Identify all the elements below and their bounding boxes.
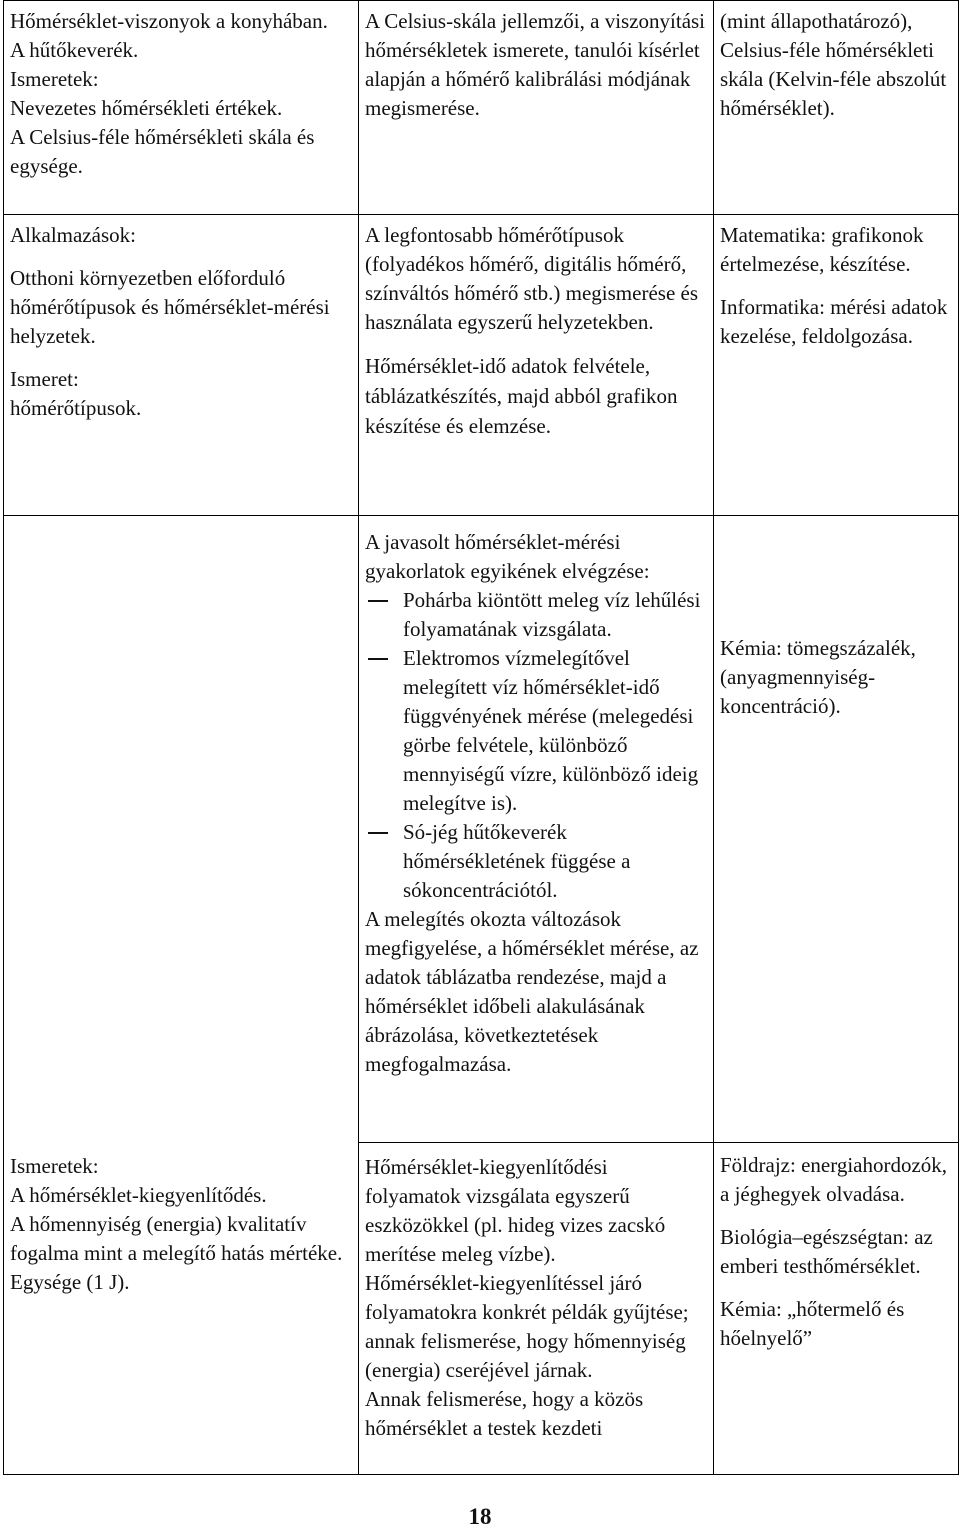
list-item: Elektromos vízmelegítővel melegített víz hőmérséklet-idő függvényének mérése (melegedési görbe felvétele, különböző mennyiségű vízre, különböző ideig melegítve is). — [365, 644, 707, 818]
activity-text: A legfontosabb hőmérőtípusok (folyadékos hőmérő, digitális hőmérő, színváltós hőmérő stb.) megismerése és használata egyszerű helyzetekben. — [365, 223, 699, 334]
connection-text: Kémia: tömegszázalék, (anyagmennyiség-koncentráció). — [720, 636, 916, 718]
activity-text: A Celsius-skála jellemzői, a viszonyítási hőmérsékletek ismerete, tanulói kísérlet alapján a hőmérő kalibrálási módjának megismerése. — [365, 9, 706, 120]
connection-text: Informatika: mérési adatok kezelése, feldolgozása. — [720, 295, 948, 348]
cell-connections — [714, 1143, 959, 1475]
curriculum-table — [3, 0, 959, 1475]
topic-line: A Celsius-féle hőmérsékleti skála és egysége. — [10, 125, 315, 178]
topic-line: Ismeretek: — [10, 67, 99, 91]
activity-text: Annak felismerése, hogy a közös hőmérséklet a testek kezdeti — [365, 1387, 644, 1440]
list-item: Só-jég hűtőkeverék hőmérsékletének függése a sókoncentrációtól. — [365, 818, 707, 905]
topic-line: Otthoni környezetben előforduló hőmérőtípusok és hőmérséklet-mérési helyzetek. — [10, 266, 330, 348]
topic-line: Alkalmazások: — [10, 223, 136, 247]
bullet-list — [365, 586, 707, 905]
activity-intro: A javasolt hőmérséklet-mérési gyakorlatok egyikének elvégzése: — [365, 530, 650, 583]
topic-line: A hőmennyiség (energia) kvalitatív fogalma mint a melegítő hatás mértéke. Egysége (1 J). — [10, 1212, 343, 1294]
cell-connections — [714, 1, 959, 215]
cell-connections — [714, 516, 959, 1143]
cell-activity — [359, 516, 714, 1143]
connection-text: Matematika: grafikonok értelmezése, készítése. — [720, 223, 924, 276]
cell-activity — [359, 215, 714, 516]
topic-line: Ismeret: — [10, 367, 79, 391]
activity-text: Hőmérséklet-kiegyenlítéssel járó folyamatokra konkrét példák gyűjtése; annak felismerése, hogy hőmennyiség (energia) cseréjével járnak. — [365, 1271, 689, 1382]
topic-line: Ismeretek: — [10, 1154, 99, 1178]
connection-text: Kémia: „hőtermelő és hőelnyelő” — [720, 1297, 905, 1350]
cell-topic — [4, 1, 359, 215]
table-row — [4, 516, 959, 1143]
table-row — [4, 215, 959, 516]
cell-topic — [4, 215, 359, 516]
topic-line: A hőmérséklet-kiegyenlítődés. — [10, 1183, 267, 1207]
topic-line: Hőmérséklet-viszonyok a konyhában. — [10, 9, 328, 33]
cell-activity — [359, 1143, 714, 1475]
activity-text: Hőmérséklet-kiegyenlítődési folyamatok vizsgálata egyszerű eszközökkel (pl. hideg vizes zacskó merítése meleg vízbe). — [365, 1155, 666, 1266]
cell-topic — [4, 516, 359, 1475]
connection-text: Biológia–egészségtan: az emberi testhőmérséklet. — [720, 1225, 933, 1278]
connection-text: Földrajz: energiahordozók, a jéghegyek olvadása. — [720, 1153, 948, 1206]
activity-text: Hőmérséklet-idő adatok felvétele, táblázatkészítés, majd abból grafikon készítése és elemzése. — [365, 354, 678, 438]
page-number: 18 — [468, 1504, 492, 1529]
activity-text: A melegítés okozta változások megfigyelése, a hőmérséklet mérése, az adatok táblázatba rendezése, majd a hőmérséklet időbeli alakulásának ábrázolása, következtetések megfogalmazása. — [365, 907, 699, 1076]
cell-connections — [714, 215, 959, 516]
connection-text: (mint állapothatározó), Celsius-féle hőmérsékleti skála (Kelvin-féle abszolút hőmérséklet). — [720, 9, 947, 120]
topic-line: Nevezetes hőmérsékleti értékek. — [10, 96, 283, 120]
topic-line: A hűtőkeverék. — [10, 38, 139, 62]
topic-line: hőmérőtípusok. — [10, 396, 142, 420]
list-item: Pohárba kiöntött meleg víz lehűlési folyamatának vizsgálata. — [365, 586, 707, 644]
cell-activity — [359, 1, 714, 215]
table-row — [4, 1, 959, 215]
